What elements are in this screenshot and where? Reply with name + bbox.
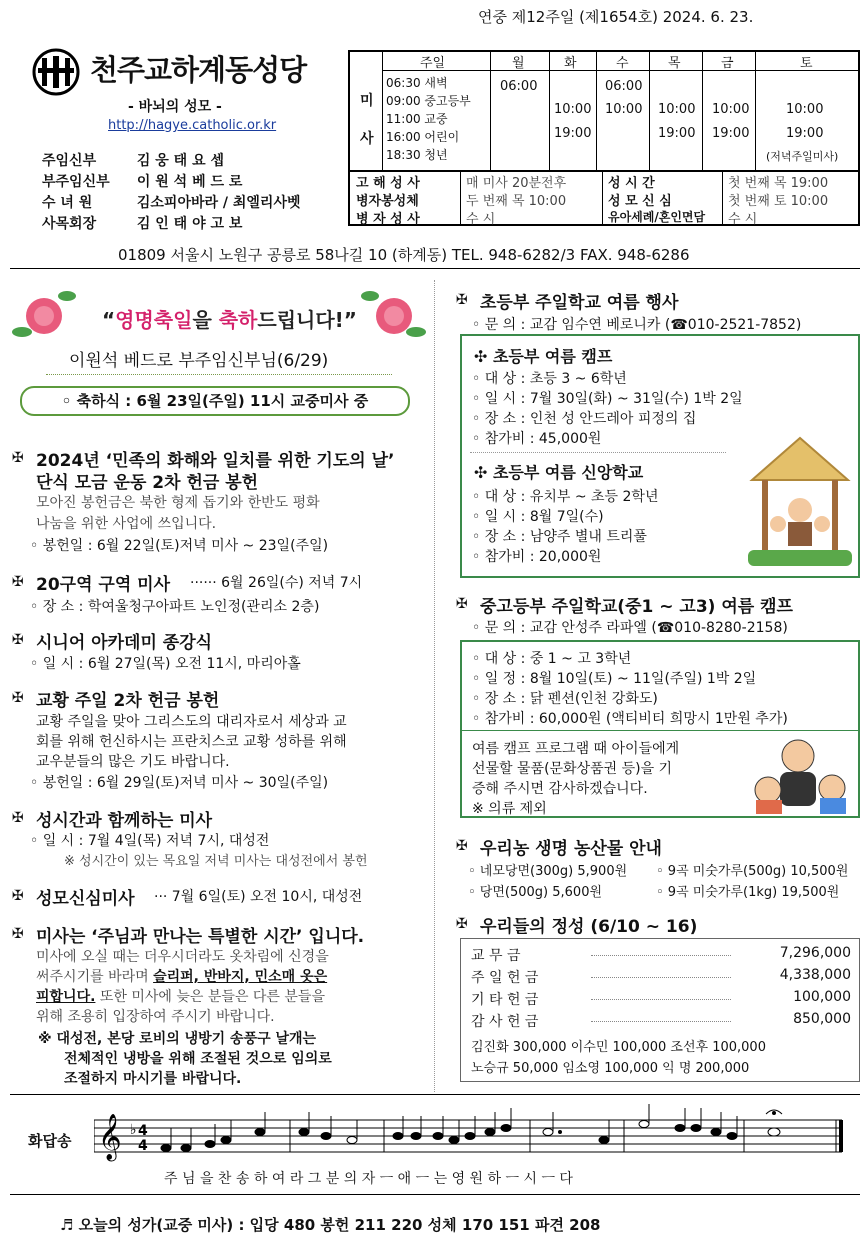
staff-name: 김소피아바라 / 최엘리사벳 bbox=[136, 195, 301, 211]
mass-time: 10:00 bbox=[786, 102, 824, 117]
event-note: 선물할 물품(문화상품권 등)을 기 bbox=[472, 761, 673, 777]
sacrament-value: 수 시 bbox=[728, 212, 758, 227]
product-item: ◦ 9곡 미숫가루(500g) 10,500원 bbox=[656, 864, 849, 879]
dot-leader bbox=[591, 1021, 731, 1022]
event-note: 증해 주시면 감사하겠습니다. bbox=[472, 781, 648, 797]
feast-box bbox=[12, 282, 426, 430]
product-item: ◦ 당면(500g) 5,600원 bbox=[468, 885, 603, 900]
event-line: ◦ 일 시 : 8월 7일(수) bbox=[472, 509, 604, 525]
notice-title: 2024년 ‘민족의 화해와 일치를 위한 기도의 날’ bbox=[36, 451, 395, 471]
notice-bullet-icon: ✠ bbox=[456, 292, 468, 308]
notice-bullet-icon: ✠ bbox=[12, 926, 24, 942]
divider bbox=[470, 452, 726, 453]
dot-leader bbox=[591, 999, 731, 1000]
notice-text: ◦ 일 시 : 7월 4일(목) 저녁 7시, 대성전 bbox=[30, 833, 270, 849]
day-header-sun: 주일 bbox=[420, 56, 446, 71]
offering-label: 기 타 헌 금 bbox=[471, 992, 539, 1008]
event-line: ◦ 참가비 : 45,000원 bbox=[472, 431, 602, 447]
mass-time: 06:30 새벽 bbox=[386, 76, 448, 90]
event-line: ◦ 대 상 : 중 1 ~ 고 3학년 bbox=[472, 651, 632, 667]
event-line: ◦ 대 상 : 초등 3 ~ 6학년 bbox=[472, 371, 627, 387]
notice-bullet-icon: ✠ bbox=[456, 916, 468, 932]
notice-text: 써주시기를 바라며 bbox=[36, 969, 154, 985]
offering-label: 주 일 헌 금 bbox=[471, 970, 539, 986]
rose-flower-icon bbox=[12, 282, 82, 352]
youth-camp-box bbox=[460, 640, 860, 818]
notice-bullet-icon: ✠ bbox=[12, 888, 24, 904]
mass-time: 18:30 청년 bbox=[386, 148, 448, 162]
divider bbox=[10, 1094, 860, 1095]
divider bbox=[10, 268, 860, 269]
mass-time: 10:00 bbox=[658, 102, 696, 117]
notice-title: 20구역 구역 미사 bbox=[36, 575, 171, 595]
staff-role: 수 녀 원 bbox=[42, 195, 93, 211]
parish-address: 01809 서울시 노원구 공릉로 58나길 10 (하계동) TEL. 948-6282/3 FAX. 948-6286 bbox=[118, 246, 690, 264]
mass-time: 06:00 bbox=[500, 79, 538, 94]
donor-list: 노승규 50,000 임소영 100,000 익 명 200,000 bbox=[471, 1061, 750, 1076]
offering-label: 감 사 헌 금 bbox=[471, 1014, 539, 1030]
event-line: ◦ 일 정 : 8월 10일(토) ~ 11일(주일) 1박 2일 bbox=[472, 671, 757, 687]
sacrament-label: 병 자 성 사 bbox=[356, 212, 420, 227]
offering-amount: 4,338,000 bbox=[779, 967, 851, 983]
notice-title: 우리들의 정성 (6/10 ~ 16) bbox=[480, 917, 698, 937]
offering-amount: 100,000 bbox=[793, 989, 851, 1005]
sacrament-value: 두 번째 목 10:00 bbox=[466, 194, 567, 209]
notice-bullet-icon: ✠ bbox=[456, 596, 468, 612]
notice-title: 미사는 ‘주님과 만나는 특별한 시간’ 입니다. bbox=[36, 927, 365, 947]
notice-emphasis: 슬리퍼, 반바지, 민소매 옷은 bbox=[153, 969, 328, 985]
column-divider bbox=[434, 280, 435, 1092]
event-title: ✣ 초등부 여름 캠프 bbox=[474, 347, 613, 366]
treble-clef-icon: 𝄞 bbox=[98, 1114, 122, 1160]
notice-title: 우리농 생명 농산물 안내 bbox=[480, 839, 662, 859]
divider bbox=[462, 730, 858, 731]
notice-note: 조절하지 마시기를 바랍니다. bbox=[64, 1071, 242, 1087]
svg-text:♭: ♭ bbox=[130, 1122, 137, 1138]
sacrament-label: 성 시 간 bbox=[608, 176, 655, 191]
mass-time: 19:00 bbox=[554, 126, 592, 141]
notice-text: ◦ 문 의 : 교감 안성주 라파엘 (☎010-8280-2158) bbox=[472, 620, 788, 636]
mass-time: 06:00 bbox=[605, 79, 643, 94]
sacrament-value: 첫 번째 토 10:00 bbox=[728, 194, 829, 209]
notice-bullet-icon: ✠ bbox=[12, 810, 24, 826]
event-note: 여름 캠프 프로그램 때 아이들에게 bbox=[472, 741, 680, 757]
day-header-wed: 수 bbox=[616, 56, 629, 71]
notice-text: 위해 조용히 입장하여 주시기 바랍니다. bbox=[36, 1009, 275, 1025]
notice-text: 회를 위해 헌신하시는 프란치스코 교황 성하를 위해 bbox=[36, 734, 347, 750]
notice-text: 나눔을 위한 사업에 쓰입니다. bbox=[36, 516, 217, 532]
svg-text:4: 4 bbox=[138, 1123, 148, 1139]
staff-name: 김 웅 태 요 셉 bbox=[136, 153, 224, 169]
event-line: ◦ 참가비 : 60,000원 (액티비티 희망시 1만원 추가) bbox=[472, 711, 788, 727]
notice-text: ······ 6월 26일(수) 저녁 7시 bbox=[190, 575, 363, 591]
notice-text: 미사에 오실 때는 더우시더라도 옷차림에 신경을 bbox=[36, 949, 329, 965]
staff-name: 김 인 태 야 고 보 bbox=[136, 216, 243, 232]
psalm-music-staff bbox=[94, 1104, 846, 1168]
divider bbox=[10, 1194, 860, 1195]
mass-time: 19:00 bbox=[786, 126, 824, 141]
feast-person: 이원석 베드로 부주임신부님(6/29) bbox=[69, 351, 329, 371]
staff-role: 부주임신부 bbox=[42, 174, 110, 190]
event-line: ◦ 장 소 : 인천 성 안드레아 피정의 집 bbox=[472, 411, 697, 427]
day-header-mon: 월 bbox=[512, 56, 525, 71]
sacrament-label: 성 모 신 심 bbox=[608, 194, 672, 209]
staff-row bbox=[42, 150, 224, 170]
notice-title: 성모신심미사 bbox=[36, 889, 135, 909]
parish-subtitle: - 바뇌의 성모 - bbox=[128, 99, 222, 115]
children-pavilion-illustration-icon bbox=[744, 432, 856, 572]
notice-title: 중고등부 주일학교(중1 ~ 고3) 여름 캠프 bbox=[480, 597, 793, 617]
dot-leader bbox=[591, 977, 731, 978]
divider bbox=[46, 374, 392, 375]
notice-text: ◦ 봉헌일 : 6월 22일(토)저녁 미사 ~ 23일(주일) bbox=[30, 538, 329, 554]
notice-text: ◦ 봉헌일 : 6월 29일(토)저녁 미사 ~ 30일(주일) bbox=[30, 775, 329, 791]
mass-time: 09:00 중고등부 bbox=[386, 94, 471, 108]
mass-time: 19:00 bbox=[658, 126, 696, 141]
notice-bullet-icon: ✠ bbox=[12, 632, 24, 648]
sacrament-value: 수 시 bbox=[466, 212, 496, 227]
notice-title: 초등부 주일학교 여름 행사 bbox=[480, 293, 679, 313]
offering-amount: 850,000 bbox=[793, 1011, 851, 1027]
notice-text: 교황 주일을 맞아 그리스도의 대리자로서 세상과 교 bbox=[36, 714, 347, 730]
elementary-events-box bbox=[460, 334, 860, 578]
event-line: ◦ 장 소 : 남양주 별내 트리풀 bbox=[472, 529, 647, 545]
notice-bullet-icon: ✠ bbox=[12, 690, 24, 706]
notice-text: ※ 성시간이 있는 목요일 저녁 미사는 대성전에서 봉헌 bbox=[64, 854, 368, 869]
notice-title: 성시간과 함께하는 미사 bbox=[36, 811, 213, 831]
mass-time: 10:00 bbox=[712, 102, 750, 117]
hymn-numbers: ♬ 오늘의 성가(교중 미사) : 입당 480 봉헌 211 220 성체 170 151 파견 208 bbox=[60, 1216, 601, 1234]
staff-row bbox=[42, 213, 242, 233]
notice-text: ◦ 장 소 : 학여울청구아파트 노인정(관리소 2층) bbox=[30, 599, 320, 615]
sacrament-label: 고 해 성 사 bbox=[356, 176, 420, 191]
notice-bullet-icon: ✠ bbox=[12, 450, 24, 466]
product-item: ◦ 네모당면(300g) 5,900원 bbox=[468, 864, 628, 879]
priest-children-illustration-icon bbox=[748, 734, 854, 816]
mass-time: 10:00 bbox=[605, 102, 643, 117]
mass-time: 11:00 교중 bbox=[386, 112, 448, 126]
notice-text: ◦ 일 시 : 6월 27일(목) 오전 11시, 마리아홀 bbox=[30, 656, 301, 672]
mass-schedule-table bbox=[348, 50, 860, 226]
mass-row-label: 미사 bbox=[360, 93, 374, 147]
sacrament-value: 첫 번째 목 19:00 bbox=[728, 176, 829, 191]
issue-line: 연중 제12주일 (제1654호) 2024. 6. 23. bbox=[478, 8, 754, 26]
offering-table bbox=[460, 938, 860, 1082]
event-title: ✣ 초등부 여름 신앙학교 bbox=[474, 463, 644, 482]
notice-text: 모아진 봉헌금은 북한 형제 돕기와 한반도 평화 bbox=[36, 495, 320, 511]
psalm-label: 화답송 bbox=[28, 1132, 72, 1150]
donor-list: 김진화 300,000 이수민 100,000 조선후 100,000 bbox=[471, 1040, 766, 1055]
notice-text: ··· 7월 6일(토) 오전 10시, 대성전 bbox=[154, 889, 363, 905]
notice-title: 시니어 아카데미 종강식 bbox=[36, 633, 213, 653]
day-header-thu: 목 bbox=[668, 56, 681, 71]
feast-title-part: 축하 bbox=[218, 308, 258, 332]
offering-amount: 7,296,000 bbox=[779, 945, 851, 961]
feast-title: “영명축일을 축하드립니다!” bbox=[102, 308, 357, 332]
sunday-masses bbox=[386, 74, 471, 164]
offering-label: 교 무 금 bbox=[471, 948, 521, 964]
staff-row bbox=[42, 192, 301, 212]
notice-title: 교황 주일 2차 헌금 봉헌 bbox=[36, 691, 220, 711]
notice-text: 또한 미사에 늦은 분들은 다른 분들을 bbox=[95, 989, 325, 1005]
day-header-fri: 금 bbox=[721, 56, 734, 71]
event-note: ※ 의류 제외 bbox=[472, 801, 547, 817]
staff-row bbox=[42, 171, 242, 191]
event-line: ◦ 일 시 : 7월 30일(화) ~ 31일(수) 1박 2일 bbox=[472, 391, 743, 407]
notice-note: 전체적인 냉방을 위해 조절된 것으로 임의로 bbox=[64, 1051, 332, 1067]
sacrament-label: 병자봉성체 bbox=[356, 194, 419, 209]
notice-bullet-icon: ✠ bbox=[12, 574, 24, 590]
mass-time: 10:00 bbox=[554, 102, 592, 117]
parish-url-link[interactable]: http://hagye.catholic.or.kr bbox=[108, 118, 277, 133]
event-line: ◦ 참가비 : 20,000원 bbox=[472, 549, 602, 565]
notice-title: 단식 모금 운동 2차 헌금 봉헌 bbox=[36, 473, 259, 493]
feast-title-part: 드립니다! bbox=[257, 308, 344, 332]
feast-title-part: 영명축일 bbox=[115, 308, 193, 332]
sacrament-label: 유아세례/혼인면담 bbox=[608, 210, 706, 224]
notice-text: 교우분들의 많은 기도 바랍니다. bbox=[36, 754, 230, 770]
svg-text:4: 4 bbox=[138, 1138, 148, 1154]
notice-bullet-icon: ✠ bbox=[456, 838, 468, 854]
day-header-sat: 토 bbox=[800, 56, 813, 71]
staff-role: 주임신부 bbox=[42, 153, 97, 169]
day-header-tue: 화 bbox=[564, 56, 577, 71]
psalm-lyrics: 주 님 을 찬 송 하 여 라 그 분 의 자 ㅡ 애 ㅡ 는 영 원 하 ㅡ 시 ㅡ 다 bbox=[164, 1171, 573, 1187]
notice-text: ◦ 문 의 : 교감 임수연 베로니카 (☎010-2521-7852) bbox=[472, 317, 802, 333]
mass-time: 19:00 bbox=[712, 126, 750, 141]
staff-name: 이 원 석 베 드 로 bbox=[136, 174, 243, 190]
staff-role: 사목회장 bbox=[42, 216, 97, 232]
dot-leader bbox=[591, 955, 731, 956]
parish-logo-icon bbox=[30, 48, 82, 96]
mass-time: 16:00 어린이 bbox=[386, 130, 460, 144]
parish-name: 천주교하계동성당 bbox=[90, 53, 307, 87]
feast-title-part: 을 bbox=[192, 308, 219, 332]
sacrament-value: 매 미사 20분전후 bbox=[466, 176, 567, 191]
event-line: ◦ 대 상 : 유치부 ~ 초등 2학년 bbox=[472, 489, 659, 505]
event-line: ◦ 장 소 : 닭 펜션(인천 강화도) bbox=[472, 691, 658, 707]
notice-note: ※ 대성전, 본당 로비의 냉방기 송풍구 날개는 bbox=[38, 1031, 317, 1047]
rose-flower-icon bbox=[356, 282, 426, 352]
notice-emphasis: 피합니다. bbox=[36, 989, 96, 1005]
feast-event-box: ◦ 축하식 : 6월 23일(주일) 11시 교중미사 중 bbox=[20, 386, 410, 416]
mass-note: (저녁주일미사) bbox=[766, 150, 839, 163]
product-item: ◦ 9곡 미숫가루(1kg) 19,500원 bbox=[656, 885, 840, 900]
